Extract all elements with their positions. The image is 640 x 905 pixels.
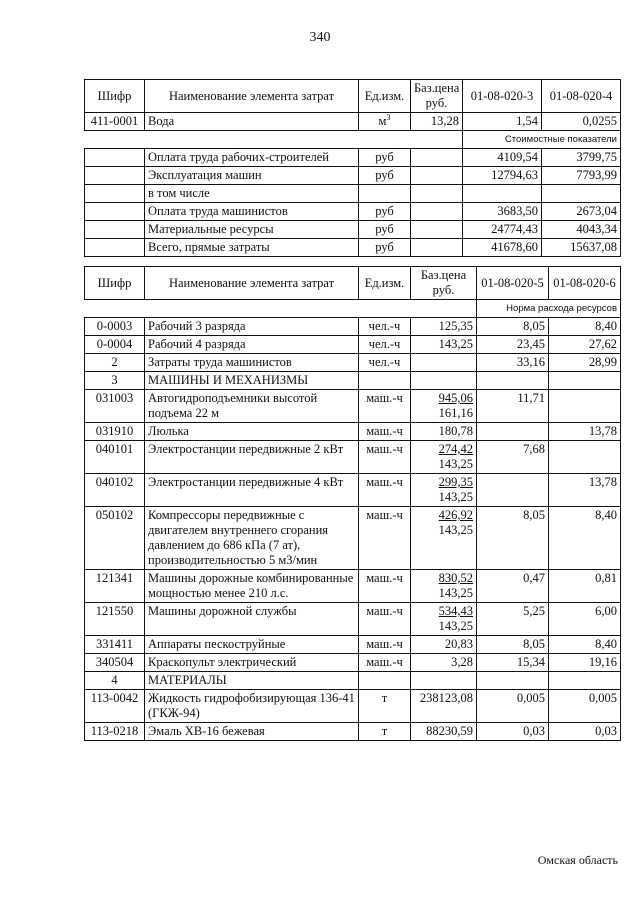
section-header-row <box>85 372 621 390</box>
cell-code: 040102 <box>85 474 145 507</box>
cell-unit: маш.-ч <box>359 603 411 636</box>
cell-value-2: 7793,99 <box>542 167 621 185</box>
cell-unit: маш.-ч <box>359 423 411 441</box>
machine-row <box>85 636 621 654</box>
cell-name: Вода <box>145 113 359 131</box>
cell-code: 340504 <box>85 654 145 672</box>
resource-norm-table <box>84 266 621 741</box>
price-total: 534,43 <box>438 604 473 618</box>
cell-unit: руб <box>359 203 411 221</box>
table-header-row <box>85 80 621 113</box>
cell-name: Краскопульт электрический <box>145 654 359 672</box>
price-total: 180,78 <box>438 424 473 438</box>
header-name: Наименование элемента затрат <box>145 80 359 113</box>
cell-name: Рабочий 3 разряда <box>145 318 359 336</box>
cell-code <box>85 239 145 257</box>
cell-value-1: 8,05 <box>477 507 549 570</box>
cell-name: Материальные ресурсы <box>145 221 359 239</box>
price-total: 426,92 <box>438 508 473 522</box>
cell-value-2: 13,78 <box>549 474 621 507</box>
cell-unit: т <box>359 690 411 723</box>
cell-unit: маш.-ч <box>359 441 411 474</box>
cell-value-1: 23,45 <box>477 336 549 354</box>
section-code: 3 <box>85 372 145 390</box>
footer-region: Омская область <box>537 853 618 867</box>
machine-row <box>85 507 621 570</box>
cell-code: 331411 <box>85 636 145 654</box>
cell-value-2: 0,81 <box>549 570 621 603</box>
price-labor: 143,25 <box>438 523 473 537</box>
cell-value-1: 3683,50 <box>463 203 542 221</box>
cell-price <box>411 221 463 239</box>
machine-row <box>85 390 621 423</box>
header-price: Баз.цена руб. <box>411 80 463 113</box>
cell-price <box>411 239 463 257</box>
cost-row <box>85 149 621 167</box>
cell-value-2 <box>549 672 621 690</box>
cell-price <box>411 203 463 221</box>
cell-price: 238123,08 <box>411 690 477 723</box>
machine-row <box>85 654 621 672</box>
resource-rows <box>85 318 621 741</box>
cell-value-1: 11,71 <box>477 390 549 423</box>
cell-price <box>411 441 477 474</box>
cell-unit <box>359 672 411 690</box>
cell-price <box>411 654 477 672</box>
section-title: МАТЕРИАЛЫ <box>145 672 359 690</box>
cell-name: Оплата труда машинистов <box>145 203 359 221</box>
cell-value-2: 0,005 <box>549 690 621 723</box>
cell-unit: т <box>359 723 411 741</box>
cell-value-2 <box>549 390 621 423</box>
cell-unit: маш.-ч <box>359 390 411 423</box>
cell-code: 0-0004 <box>85 336 145 354</box>
cell-value-2: 13,78 <box>549 423 621 441</box>
header-unit: Ед.изм. <box>359 80 411 113</box>
price-total: 299,35 <box>438 475 473 489</box>
header-code: Шифр <box>85 80 145 113</box>
cell-value-2: 15637,08 <box>542 239 621 257</box>
cell-price <box>411 507 477 570</box>
cell-unit: чел.-ч <box>359 354 411 372</box>
cost-rows <box>85 149 621 257</box>
cell-code: 113-0042 <box>85 690 145 723</box>
cell-value-2: 2673,04 <box>542 203 621 221</box>
cell-price <box>411 570 477 603</box>
cell-value-2: 19,16 <box>549 654 621 672</box>
machine-row <box>85 570 621 603</box>
cell-price <box>411 390 477 423</box>
cell-code <box>85 149 145 167</box>
cell-price <box>411 423 477 441</box>
cell-value-1 <box>477 474 549 507</box>
cell-name: Электростанции передвижные 4 кВт <box>145 474 359 507</box>
section-title: МАШИНЫ И МЕХАНИЗМЫ <box>145 372 359 390</box>
cell-code <box>85 203 145 221</box>
cell-value-2: 28,99 <box>549 354 621 372</box>
cost-row <box>85 203 621 221</box>
blank-cell <box>85 300 477 318</box>
cell-value-2: 0,03 <box>549 723 621 741</box>
cell-value-2: 6,00 <box>549 603 621 636</box>
header-price: Баз.цена руб. <box>411 267 477 300</box>
cell-unit: руб <box>359 167 411 185</box>
cell-unit: чел.-ч <box>359 336 411 354</box>
price-total: 830,52 <box>438 571 473 585</box>
cell-unit: руб <box>359 239 411 257</box>
cell-value-2: 8,40 <box>549 636 621 654</box>
cell-value-1: 7,68 <box>477 441 549 474</box>
material-row <box>85 723 621 741</box>
header-code: Шифр <box>85 267 145 300</box>
cell-unit: маш.-ч <box>359 654 411 672</box>
cell-price: 125,35 <box>411 318 477 336</box>
cell-value-1 <box>477 672 549 690</box>
cell-unit: руб <box>359 221 411 239</box>
cell-name: в том числе <box>145 185 359 203</box>
cell-code: 031003 <box>85 390 145 423</box>
cell-code: 040101 <box>85 441 145 474</box>
cell-code: 2 <box>85 354 145 372</box>
section-row <box>85 300 621 318</box>
cell-code <box>85 185 145 203</box>
header-col-1: 01-08-020-3 <box>463 80 542 113</box>
cell-name: Люлька <box>145 423 359 441</box>
cell-code: 113-0218 <box>85 723 145 741</box>
cell-value-2 <box>542 185 621 203</box>
cell-code <box>85 167 145 185</box>
cell-value-1: 15,34 <box>477 654 549 672</box>
header-col-2: 01-08-020-6 <box>549 267 621 300</box>
cell-name: Машины дорожные комбинированные мощностью менее 210 л.с. <box>145 570 359 603</box>
cell-code <box>85 221 145 239</box>
cell-code: 0-0003 <box>85 318 145 336</box>
section-code: 4 <box>85 672 145 690</box>
price-total: 20,83 <box>444 637 473 651</box>
cell-value-1 <box>477 372 549 390</box>
price-labor: 143,25 <box>438 457 473 471</box>
blank-cell <box>85 131 463 149</box>
price-labor: 143,25 <box>438 586 473 600</box>
header-name: Наименование элемента затрат <box>145 267 359 300</box>
cell-value-1: 5,25 <box>477 603 549 636</box>
cell-value-1: 1,54 <box>463 113 542 131</box>
cell-name: Эмаль ХВ-16 бежевая <box>145 723 359 741</box>
cell-value-2: 8,40 <box>549 507 621 570</box>
price-total: 945,06 <box>438 391 473 405</box>
cell-price <box>411 149 463 167</box>
machine-row <box>85 423 621 441</box>
table-header-row <box>85 267 621 300</box>
cell-price: 88230,59 <box>411 723 477 741</box>
cell-price <box>411 672 477 690</box>
cell-name: Всего, прямые затраты <box>145 239 359 257</box>
labor-row <box>85 336 621 354</box>
cost-row <box>85 239 621 257</box>
cell-name: Автогидроподъемники высотой подъема 22 м <box>145 390 359 423</box>
cost-row <box>85 185 621 203</box>
labor-row <box>85 318 621 336</box>
cell-name: Компрессоры передвижные с двигателем внутреннего сгорания давлением до 686 кПа (7 ат), производительностью 5 м3/мин <box>145 507 359 570</box>
cell-price <box>411 167 463 185</box>
material-row <box>85 690 621 723</box>
price-labor: 143,25 <box>438 490 473 504</box>
cell-value-2: 27,62 <box>549 336 621 354</box>
table-row <box>85 113 621 131</box>
cell-name: Машины дорожной службы <box>145 603 359 636</box>
machine-row <box>85 603 621 636</box>
cell-value-1: 8,05 <box>477 636 549 654</box>
price-labor: 143,25 <box>438 619 473 633</box>
cell-price <box>411 603 477 636</box>
cell-value-2: 4043,34 <box>542 221 621 239</box>
section-label: Норма расхода ресурсов <box>477 300 621 318</box>
cell-value-2: 0,0255 <box>542 113 621 131</box>
cell-name: Затраты труда машинистов <box>145 354 359 372</box>
cell-unit: маш.-ч <box>359 507 411 570</box>
cell-value-1: 0,47 <box>477 570 549 603</box>
cell-value-1: 0,005 <box>477 690 549 723</box>
cell-unit <box>359 372 411 390</box>
section-label: Стоимостные показатели <box>463 131 621 149</box>
cell-price <box>411 636 477 654</box>
cell-code: 031910 <box>85 423 145 441</box>
price-labor: 161,16 <box>438 406 473 420</box>
cell-name: Рабочий 4 разряда <box>145 336 359 354</box>
cell-value-2: 8,40 <box>549 318 621 336</box>
header-col-2: 01-08-020-4 <box>542 80 621 113</box>
cell-code: 411-0001 <box>85 113 145 131</box>
cell-name: Оплата труда рабочих-строителей <box>145 149 359 167</box>
machine-row <box>85 474 621 507</box>
cell-unit: маш.-ч <box>359 474 411 507</box>
cell-name: Электростанции передвижные 2 кВт <box>145 441 359 474</box>
cell-value-2 <box>549 441 621 474</box>
cell-code: 050102 <box>85 507 145 570</box>
cell-unit: маш.-ч <box>359 636 411 654</box>
cell-unit: руб <box>359 149 411 167</box>
cell-value-1 <box>463 185 542 203</box>
cell-value-1: 8,05 <box>477 318 549 336</box>
cell-value-2: 3799,75 <box>542 149 621 167</box>
cell-price: 13,28 <box>411 113 463 131</box>
section-header-row <box>85 672 621 690</box>
cell-price <box>411 354 477 372</box>
cell-code: 121550 <box>85 603 145 636</box>
cell-value-2 <box>549 372 621 390</box>
cell-value-1: 4109,54 <box>463 149 542 167</box>
section-row <box>85 131 621 149</box>
cell-code: 121341 <box>85 570 145 603</box>
cell-unit <box>359 185 411 203</box>
cell-value-1: 33,16 <box>477 354 549 372</box>
cell-value-1: 41678,60 <box>463 239 542 257</box>
cell-price: 143,25 <box>411 336 477 354</box>
cell-value-1: 24774,43 <box>463 221 542 239</box>
cell-name: Эксплуатация машин <box>145 167 359 185</box>
cell-unit: чел.-ч <box>359 318 411 336</box>
cost-row <box>85 221 621 239</box>
cell-price <box>411 372 477 390</box>
price-total: 3,28 <box>451 655 473 669</box>
cell-name: Аппараты пескоструйные <box>145 636 359 654</box>
cost-table <box>84 79 621 257</box>
machinist-row <box>85 354 621 372</box>
cell-unit: маш.-ч <box>359 570 411 603</box>
cell-price <box>411 185 463 203</box>
header-unit: Ед.изм. <box>359 267 411 300</box>
cell-unit: $м^3$ <box>359 113 411 131</box>
header-col-1: 01-08-020-5 <box>477 267 549 300</box>
cell-value-1 <box>477 423 549 441</box>
cell-value-1: 12794,63 <box>463 167 542 185</box>
page-number: 340 <box>309 30 331 45</box>
machine-row <box>85 441 621 474</box>
price-total: 274,42 <box>438 442 473 456</box>
cost-row <box>85 167 621 185</box>
cell-name: Жидкость гидрофобизирующая 136-41 (ГКЖ-94) <box>145 690 359 723</box>
cell-price <box>411 474 477 507</box>
cell-value-1: 0,03 <box>477 723 549 741</box>
